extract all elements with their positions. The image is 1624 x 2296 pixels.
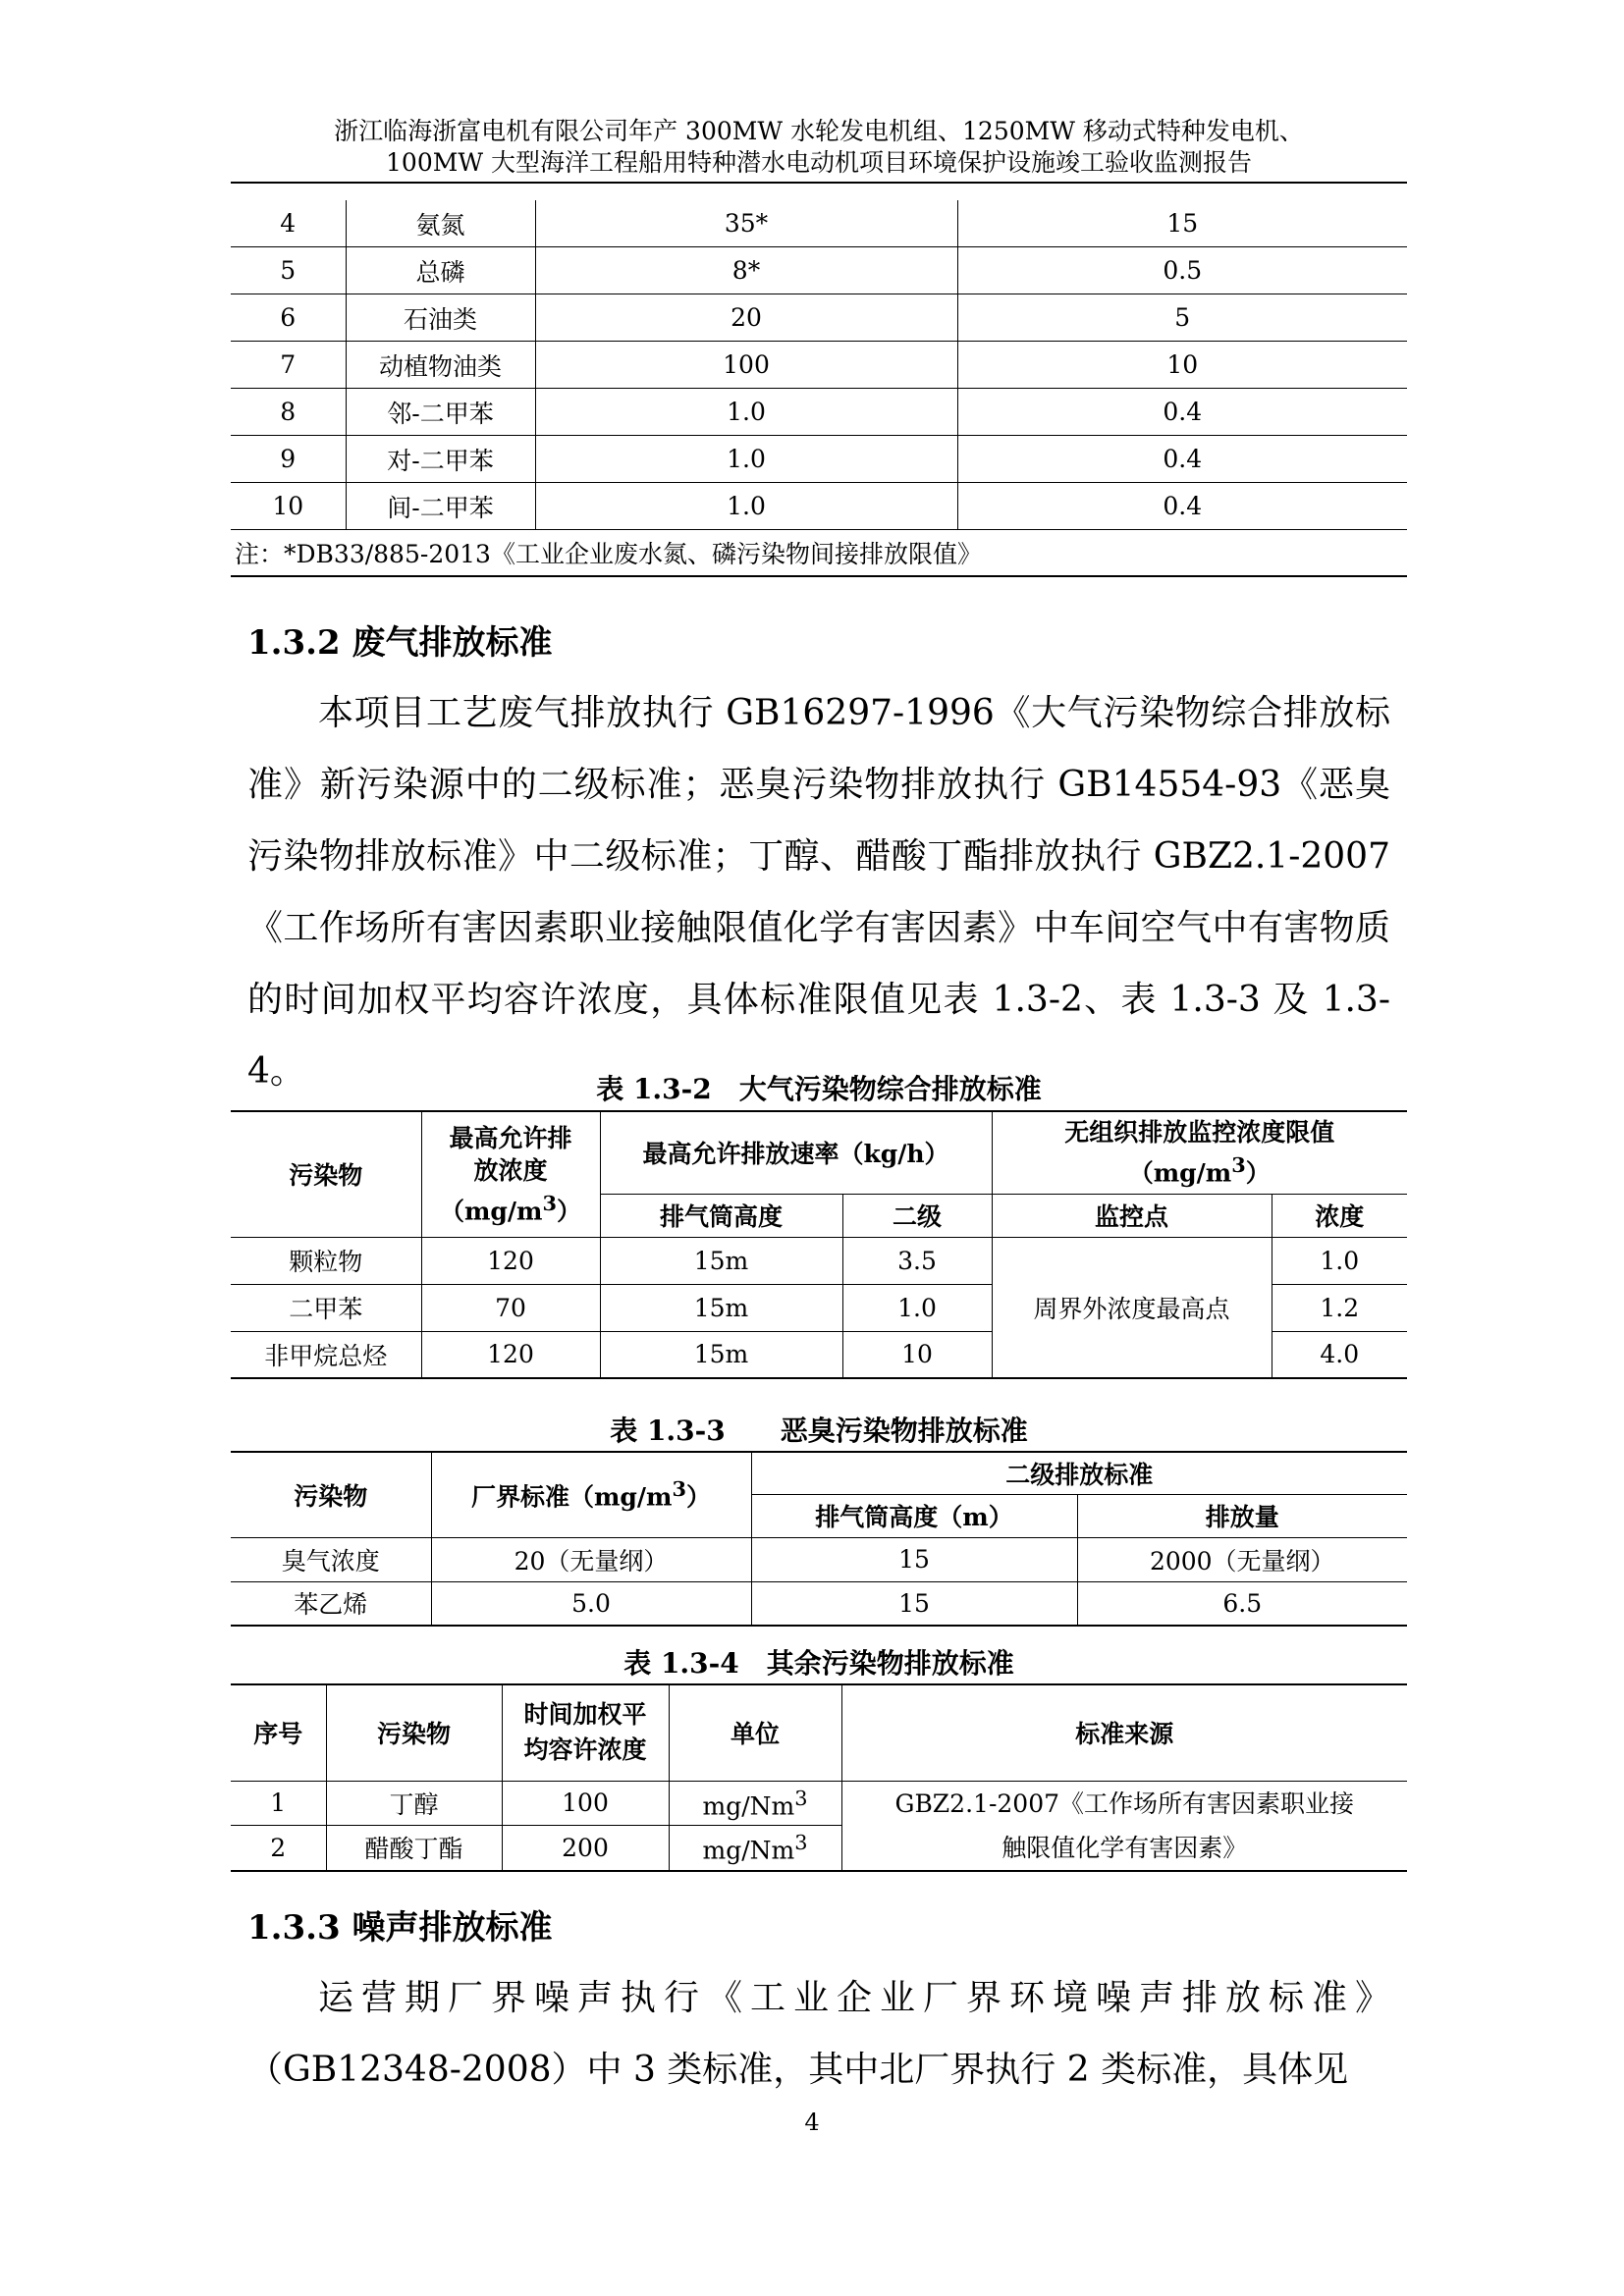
header-line-1: 浙江临海浙富电机有限公司年产 300MW 水轮发电机组、1250MW 移动式特种发电机、 (334, 117, 1304, 145)
pollutant-name: 颗粒物 (231, 1237, 421, 1284)
table-header-row (231, 1111, 1407, 1194)
stack-height-value: 15m (600, 1237, 842, 1284)
pollutant-name: 二甲苯 (231, 1284, 421, 1331)
limit-value: 15 (957, 200, 1407, 247)
twa-value: 100 (502, 1781, 669, 1826)
limit-value: 8* (535, 247, 957, 294)
superscript: 3 (1231, 1152, 1246, 1178)
source-text: 触限值化学有害因素》 (1001, 1833, 1248, 1862)
header-max-concentration (421, 1111, 600, 1237)
table-row (231, 1781, 1407, 1826)
header-text: ） (557, 1196, 582, 1225)
superscript: 3 (794, 1831, 808, 1855)
row-number: 7 (231, 342, 346, 389)
header-max-rate: 最高允许排放速率（kg/h） (600, 1111, 992, 1194)
unit-value (669, 1781, 841, 1826)
header-rule (231, 182, 1407, 184)
section-paragraph-1-3-2 (247, 677, 1390, 1107)
pollutant-name: 氨氮 (346, 200, 535, 247)
limit-value: 0.5 (957, 247, 1407, 294)
table-row (231, 1537, 1407, 1581)
table-row (231, 294, 1407, 342)
row-number: 2 (231, 1826, 326, 1871)
row-number: 10 (231, 483, 346, 530)
stack-height-value: 15m (600, 1331, 842, 1378)
header-source: 标准来源 (841, 1684, 1407, 1781)
header-level-2: 二级 (842, 1194, 992, 1237)
header-pollutant: 污染物 (231, 1452, 431, 1537)
limit-value: 0.4 (957, 389, 1407, 436)
pollutant-name: 邻-二甲苯 (346, 389, 535, 436)
table-row (231, 1237, 1407, 1284)
row-number: 9 (231, 436, 346, 483)
header-text: （mg/m (439, 1196, 543, 1225)
limit-value: 10 (957, 342, 1407, 389)
table-row (231, 342, 1407, 389)
limit-value: 1.0 (535, 436, 957, 483)
header-text: 最高允许排 (449, 1123, 572, 1152)
header-pollutant: 污染物 (231, 1111, 421, 1237)
stack-height-value: 15 (751, 1537, 1077, 1581)
table-note: 注：*DB33/885-2013《工业企业废水氮、磷污染物间接排放限值》 (231, 530, 1407, 577)
superscript: 3 (542, 1190, 557, 1215)
row-number: 5 (231, 247, 346, 294)
row-number: 8 (231, 389, 346, 436)
emission-value: 2000（无量纲） (1077, 1537, 1407, 1581)
unit-value (669, 1826, 841, 1871)
odor-pollutant-table (231, 1451, 1407, 1627)
header-text: ） (686, 1482, 712, 1512)
header-emission-amount: 排放量 (1077, 1494, 1407, 1537)
table-caption-1-3-3: 表 1.3-3 恶臭污染物排放标准 (610, 1415, 1028, 1447)
header-text: 时间加权平 (523, 1700, 647, 1730)
source-value (841, 1781, 1407, 1871)
table-row (231, 483, 1407, 530)
table-row (231, 436, 1407, 483)
limit-value: 100 (535, 342, 957, 389)
stack-height-value: 15m (600, 1284, 842, 1331)
fugitive-value: 1.2 (1272, 1284, 1407, 1331)
concentration-value: 120 (421, 1331, 600, 1378)
rate-value: 10 (842, 1331, 992, 1378)
row-number: 6 (231, 294, 346, 342)
fugitive-value: 4.0 (1272, 1331, 1407, 1378)
pollutant-name: 对-二甲苯 (346, 436, 535, 483)
pollutant-name: 苯乙烯 (231, 1581, 431, 1626)
pollutant-name: 丁醇 (326, 1781, 502, 1826)
header-monitor-point: 监控点 (992, 1194, 1272, 1237)
concentration-value: 120 (421, 1237, 600, 1284)
table-row (231, 247, 1407, 294)
section-paragraph-1-3-3 (247, 1962, 1390, 2106)
table-row (231, 1581, 1407, 1626)
row-number: 4 (231, 200, 346, 247)
page-header (231, 116, 1407, 184)
paragraph-text: 运营期厂界噪声执行《工业企业厂界环境噪声排放标准》（GB12348-2008）中 3 类标准，其中北厂界执行 2 类标准，具体见 (247, 1978, 1390, 2090)
superscript: 3 (794, 1786, 808, 1810)
pollutant-name: 臭气浓度 (231, 1537, 431, 1581)
limit-value: 20 (535, 294, 957, 342)
header-text: 无组织排放监控浓度限值 (1064, 1118, 1335, 1148)
twa-value: 200 (502, 1826, 669, 1871)
header-text: ） (1245, 1158, 1271, 1188)
table-header-row (231, 1684, 1407, 1781)
fugitive-value: 1.0 (1272, 1237, 1407, 1284)
pollutant-name: 总磷 (346, 247, 535, 294)
boundary-value: 20（无量纲） (431, 1537, 751, 1581)
section-heading-1-3-2: 1.3.2 废气排放标准 (247, 623, 553, 663)
limit-value: 1.0 (535, 389, 957, 436)
table-row (231, 200, 1407, 247)
limit-value: 1.0 (535, 483, 957, 530)
header-number: 序号 (231, 1684, 326, 1781)
row-number: 1 (231, 1781, 326, 1826)
pollutant-name: 非甲烷总烃 (231, 1331, 421, 1378)
table-note-row (231, 530, 1407, 577)
source-text: GBZ2.1-2007《工作场所有害因素职业接 (894, 1789, 1355, 1818)
section-heading-1-3-3: 1.3.3 噪声排放标准 (247, 1908, 553, 1948)
stack-height-value: 15 (751, 1581, 1077, 1626)
header-fugitive-limit (992, 1111, 1407, 1194)
page-number: 4 (804, 2109, 820, 2136)
pollutant-name: 间-二甲苯 (346, 483, 535, 530)
limit-value: 5 (957, 294, 1407, 342)
pollutant-name: 动植物油类 (346, 342, 535, 389)
other-pollutant-table (231, 1683, 1407, 1872)
header-text: 厂界标准（mg/m (470, 1482, 673, 1512)
header-boundary-standard (431, 1452, 751, 1537)
header-concentration: 浓度 (1272, 1194, 1407, 1237)
header-stack-height: 排气筒高度 (600, 1194, 842, 1237)
pollutant-name: 石油类 (346, 294, 535, 342)
header-twa (502, 1684, 669, 1781)
header-text: （mg/m (1128, 1158, 1232, 1188)
header-pollutant: 污染物 (326, 1684, 502, 1781)
unit-text: mg/Nm (702, 1791, 795, 1821)
header-text: 均容许浓度 (523, 1735, 647, 1765)
rate-value: 3.5 (842, 1237, 992, 1284)
air-pollutant-table (231, 1110, 1407, 1379)
header-stack-height: 排气筒高度（m） (751, 1494, 1077, 1537)
superscript: 3 (672, 1476, 686, 1502)
monitor-point-value: 周界外浓度最高点 (992, 1237, 1272, 1378)
header-unit: 单位 (669, 1684, 841, 1781)
table-row (231, 389, 1407, 436)
header-line-2: 100MW 大型海洋工程船用特种潜水电动机项目环境保护设施竣工验收监测报告 (386, 148, 1252, 177)
emission-value: 6.5 (1077, 1581, 1407, 1626)
table-caption-1-3-2: 表 1.3-2 大气污染物综合排放标准 (596, 1073, 1042, 1105)
boundary-value: 5.0 (431, 1581, 751, 1626)
water-standard-table (231, 200, 1407, 577)
limit-value: 0.4 (957, 436, 1407, 483)
limit-value: 35* (535, 200, 957, 247)
paragraph-text: 本项目工艺废气排放执行 GB16297-1996《大气污染物综合排放标准》新污染源中的二级标准；恶臭污染物排放执行 GB14554-93《恶臭污染物排放标准》中二级标准；丁醇、醋酸丁酯排放执行 GBZ2.1-2007《工作场所有害因素职业接触限值化学有害因素》中车间空气中有害物质的时间加权平均容许浓度，具体标准限值见表 1.3-2、表 1.3-3 及 1.3-4。 (247, 693, 1390, 1092)
header-level-2-standard: 二级排放标准 (751, 1452, 1407, 1494)
concentration-value: 70 (421, 1284, 600, 1331)
limit-value: 0.4 (957, 483, 1407, 530)
rate-value: 1.0 (842, 1284, 992, 1331)
unit-text: mg/Nm (702, 1836, 795, 1865)
header-text: 放浓度 (473, 1155, 548, 1185)
pollutant-name: 醋酸丁酯 (326, 1826, 502, 1871)
table-header-row (231, 1452, 1407, 1494)
table-caption-1-3-4: 表 1.3-4 其余污染物排放标准 (623, 1647, 1014, 1680)
